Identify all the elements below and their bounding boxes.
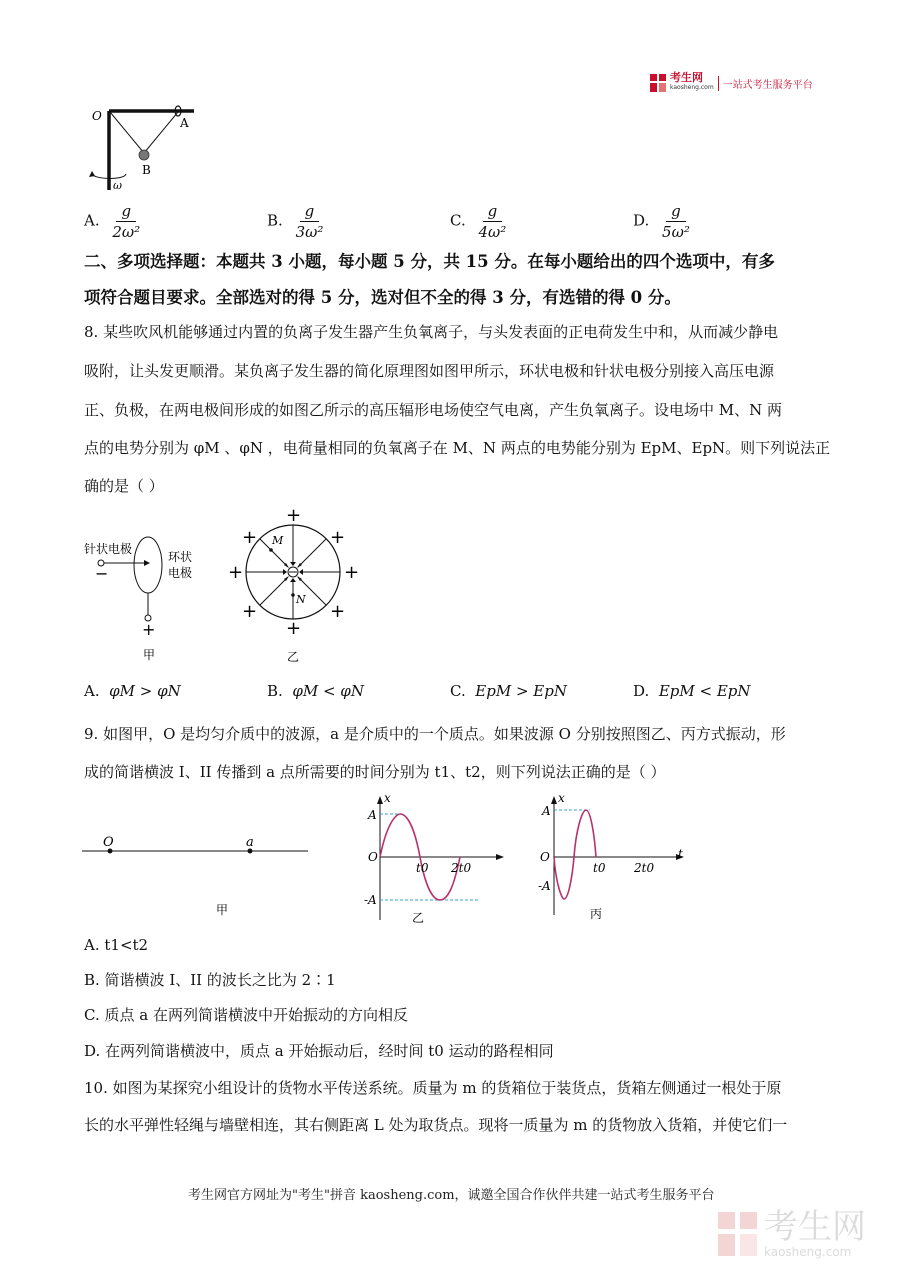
q8-yi-plus-bl: + (242, 601, 258, 622)
q9-jia-caption: 甲 (216, 903, 229, 917)
q8-line-1: 8. 某些吹风机能够通过内置的负离子发生器产生负氧离子，与头发表面的正电荷发生中和，从而减少静电 (84, 323, 779, 341)
q8-yi-label-M: M (272, 534, 284, 547)
q9-option-d: D. 在两列简谐横波中，质点 a 开始振动后，经时间 t0 运动的路程相同 (84, 1042, 554, 1060)
q8-line-4: 点的电势分别为 φM 、φN ，电荷量相同的负氧离子在 M、N 两点的电势能分别为 EpM、EpN。则下列说法正 (84, 439, 831, 457)
q8-jia-minus: − (95, 564, 109, 583)
q7-label-O: O (92, 109, 102, 123)
q9-figure-yi (350, 790, 510, 930)
q9-bing-label-t0: t0 (593, 861, 606, 875)
q9-option-c: C. 质点 a 在两列简谐横波中开始振动的方向相反 (84, 1006, 408, 1024)
q8-jia-ring-label-2: 电极 (168, 566, 193, 580)
q9-figure-jia (80, 830, 310, 922)
q9-bing-label-O: O (540, 850, 550, 864)
q8-figure-yi (228, 507, 360, 667)
q9-yi-caption: 乙 (412, 911, 425, 925)
header-slogan: 一站式考生服务平台 (718, 76, 813, 91)
q7-label-B: B (142, 163, 151, 177)
q7-option-b: B. $\frac{g}{\text{3ω²}}$ (267, 202, 324, 241)
q9-figure-bing (530, 790, 690, 930)
q7-label-A: A (180, 116, 189, 130)
q8-option-d: D. EpM < EpN (633, 682, 751, 700)
watermark-logo-icon (718, 1212, 758, 1256)
q8-option-b: B. φM < φN (267, 682, 364, 700)
q9-bing-label-2t0: 2t0 (634, 861, 655, 875)
logo-url: kaosheng.com (670, 84, 714, 91)
q10-line-1: 10. 如图为某探究小组设计的货物水平传送系统。质量为 m 的货箱位于装货点，货箱左侧通过一根处于原 (84, 1079, 782, 1097)
q8-yi-caption: 乙 (287, 650, 300, 664)
q9-yi-label-A: A (368, 808, 377, 822)
q9-jia-label-O: O (103, 835, 114, 850)
kaosheng-logo-icon (650, 74, 666, 92)
q8-option-a: A. φM > φN (84, 682, 181, 700)
q9-bing-label-A: A (542, 804, 551, 818)
q9-line-2: 成的简谐横波 I、II 传播到 a 点所需要的时间分别为 t1、t2，则下列说法正确的是（ ） (84, 763, 666, 781)
q9-bing-label-negA: -A (538, 879, 551, 893)
q8-yi-plus-bottom: + (286, 618, 302, 639)
q9-yi-label-2t0: 2t0 (451, 861, 472, 875)
q8-jia-ring-label-1: 环状 (168, 550, 193, 564)
q8-yi-plus-right: + (344, 562, 360, 583)
q8-figure-jia (80, 525, 210, 665)
q9-jia-label-a: a (246, 835, 254, 850)
q8-line-5: 确的是（ ） (84, 477, 164, 495)
q8-line-2: 吸附，让头发更顺滑。某负离子发生器的简化原理图如图甲所示，环状电极和针状电极分别接入高压电源 (84, 362, 775, 380)
q7-option-c: C. $\frac{g}{\text{4ω²}}$ (450, 202, 507, 241)
q8-option-c: C. EpM > EpN (450, 682, 567, 700)
q8-jia-plus: + (142, 620, 156, 639)
q8-yi-plus-tr: + (330, 527, 346, 548)
q9-yi-axis-x: x (384, 791, 391, 805)
watermark-text: 考生网 (764, 1207, 866, 1247)
logo-name: 考生网 (670, 71, 703, 84)
q9-yi-label-t0: t0 (416, 861, 429, 875)
q9-line-1: 9. 如图甲，O 是均匀介质中的波源，a 是介质中的一个质点。如果波源 O 分别按照图乙、丙方式振动，形 (84, 725, 786, 743)
footer-text: 考生网官方网址为"考生"拼音 kaosheng.com，诚邀全国合作伙伴共建一站式考生服务平台 (188, 1188, 715, 1203)
q8-line-3: 正、负极，在两电极间形成的如图乙所示的高压辐形电场使空气电离，产生负氧离子。设电场中 M、N 两 (84, 401, 783, 419)
q9-bing-axis-t: t (678, 847, 683, 861)
q8-yi-plus-br: + (330, 601, 346, 622)
q10-line-2: 长的水平弹性轻绳与墙壁相连，其右侧距离 L 处为取货点。现将一质量为 m 的货物放入货箱，并使它们一 (84, 1116, 788, 1134)
watermark-url: kaosheng.com (764, 1245, 852, 1259)
q7-option-a: A. $\frac{g}{\text{2ω²}}$ (84, 202, 141, 241)
q8-yi-plus-left: + (228, 562, 244, 583)
q8-jia-caption: 甲 (143, 648, 156, 662)
q8-yi-plus-top: + (286, 507, 302, 526)
q9-option-b: B. 简谐横波 I、II 的波长之比为 2∶1 (84, 971, 336, 989)
watermark (718, 1207, 866, 1259)
q9-bing-caption: 丙 (590, 907, 603, 921)
q9-bing-axis-x: x (558, 791, 565, 805)
q9-yi-label-negA: -A (364, 893, 377, 907)
q7-option-d: D. $\frac{g}{\text{5ω²}}$ (633, 202, 690, 241)
q7-figure (84, 98, 204, 194)
section2-heading-line2: 项符合题目要求。全部选对的得 5 分，选对但不全的得 3 分，有选错的得 0 分。 (84, 288, 681, 307)
section2-heading-line1: 二、多项选择题：本题共 3 小题，每小题 5 分，共 15 分。在每小题给出的四个选项中，有多 (84, 252, 775, 271)
q9-option-a: A. t1<t2 (84, 936, 149, 954)
q8-yi-plus-tl: + (242, 527, 258, 548)
q9-yi-label-O: O (368, 850, 378, 864)
q8-jia-needle-label: 针状电极 (84, 542, 133, 556)
q8-yi-label-N: N (296, 593, 306, 606)
q7-label-omega: ω (113, 179, 122, 192)
header-logo (650, 73, 813, 93)
